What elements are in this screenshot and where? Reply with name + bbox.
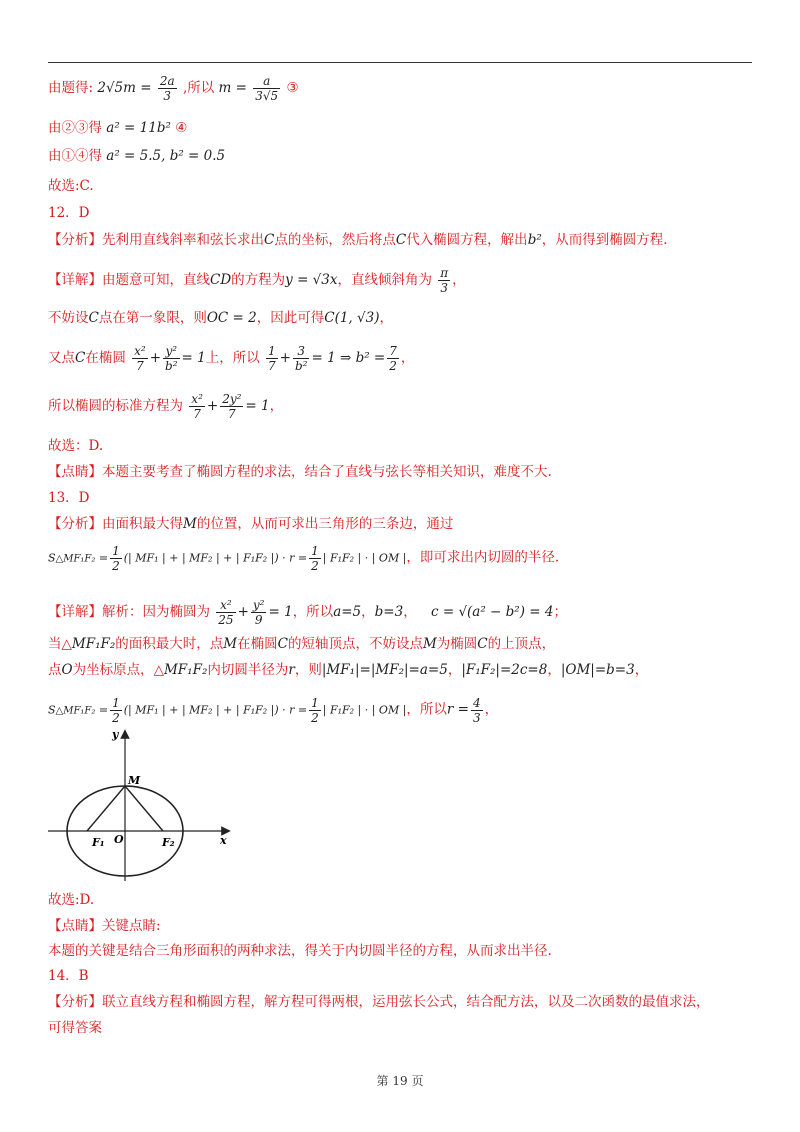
line-7: 【详解】由题意可知，直线CD的方程为y = √3x，直线倾斜角为 $\frac{\pi}{3}$ ， (48, 266, 466, 295)
label-f1: F₁ (92, 836, 105, 849)
label-y: y (112, 728, 119, 741)
line-16: 【详解】解析：因为椭圆为 $\frac{\text{x²}}{25}$ + $\frac{\text{y²}}{9}$ = 1，所以a=5，b=3， c = √(a² − b²) = 4； (48, 598, 567, 627)
line-17: 当△MF₁F₂的面积最大时，点M在椭圆C的短轴顶点，不妨设点M为椭圆C的上顶点， (48, 636, 556, 652)
line-18: 点O为坐标原点，△MF₁F₂内切圆半径为r，则|MF₁|=|MF₂|=a=5，|F₁F₂|=2c=8，|OM|=b=3， (48, 662, 649, 678)
label-m: M (128, 774, 141, 787)
label-f2: F₂ (162, 836, 175, 849)
line-14: 【分析】由面积最大得M的位置，从而可求出三角形的三条边，通过 (48, 516, 454, 532)
line-8: 不妨设C点在第一象限，则OC = 2，因此可得C(1, √3)， (48, 310, 393, 326)
line-15: S△MF₁F₂ = $\frac{1}{2}$ (| MF₁ | + | MF₂ | + | F₁F₂ |) · r = $\frac{1}{2}$ | F₁F₂ | · | OM |，即可求出内切圆的半径. (48, 544, 560, 573)
line-21: 【点睛】关键点睛: (48, 918, 161, 934)
line-12: 【点睛】本题主要考查了椭圆方程的求法，结合了直线与弦长等相关知识，难度不大. (48, 464, 552, 480)
label-o: O (114, 833, 124, 846)
line-5: 12．D (48, 205, 90, 221)
line-10: 所以椭圆的标准方程为 $\frac{\text{x²}}{7}$ + $\frac{\text{2y²}}{7}$ = 1， (48, 392, 284, 421)
line-22: 本题的关键是结合三角形面积的两种求法，得关于内切圆半径的方程，从而求出半径. (48, 943, 552, 959)
line-2: 由②③得 a² = 11b² ④ (48, 120, 188, 136)
ellipse-figure (40, 726, 240, 886)
line-20: 故选:D. (48, 892, 95, 908)
header-rule (48, 62, 752, 63)
fraction: $\frac{2a}{3}$ (159, 74, 175, 103)
line-13: 13．D (48, 490, 90, 506)
label-x: x (220, 834, 227, 847)
page-number: 第 19 页 (376, 1074, 424, 1088)
line-3: 由①④得 a² = 5.5, b² = 0.5 (48, 148, 226, 164)
line-4: 故选:C. (48, 178, 94, 194)
line-24: 【分析】联立直线方程和椭圆方程，解方程可得两根，运用弦长公式，结合配方法，以及二次函数的最值求法， (48, 994, 710, 1010)
line-19: S△MF₁F₂ = $\frac{1}{2}$ (| MF₁ | + | MF₂ | + | F₁F₂ |) · r = $\frac{1}{2}$ | F₁F₂ | · | OM |，所以r = $\frac{4}{3}$ ， (48, 696, 499, 725)
fraction: $\frac{a}{3√5}$ (255, 74, 279, 103)
line-6: 【分析】先利用直线斜率和弦长求出C点的坐标，然后将点C代入椭圆方程，解出b²，从而得到椭圆方程. (48, 232, 668, 248)
line-25: 可得答案 (48, 1020, 102, 1036)
line-11: 故选：D. (48, 438, 104, 454)
line-9: 又点C在椭圆 $\frac{\text{x²}}{7}$ + $\frac{\text{y²}}{\text{b²}}$ = 1上，所以 $\frac{1}{7}$ + $\frac{3}{\text{b²}}$ = 1 ⇒ b² = $\frac{7}{2}$ ， (48, 344, 415, 373)
line-23: 14．B (48, 968, 89, 984)
line-1: 由题得: 2√5m = $\frac{2a}{3}$ ,所以 m = $\frac{a}{3√5}$ ③ (48, 74, 299, 103)
